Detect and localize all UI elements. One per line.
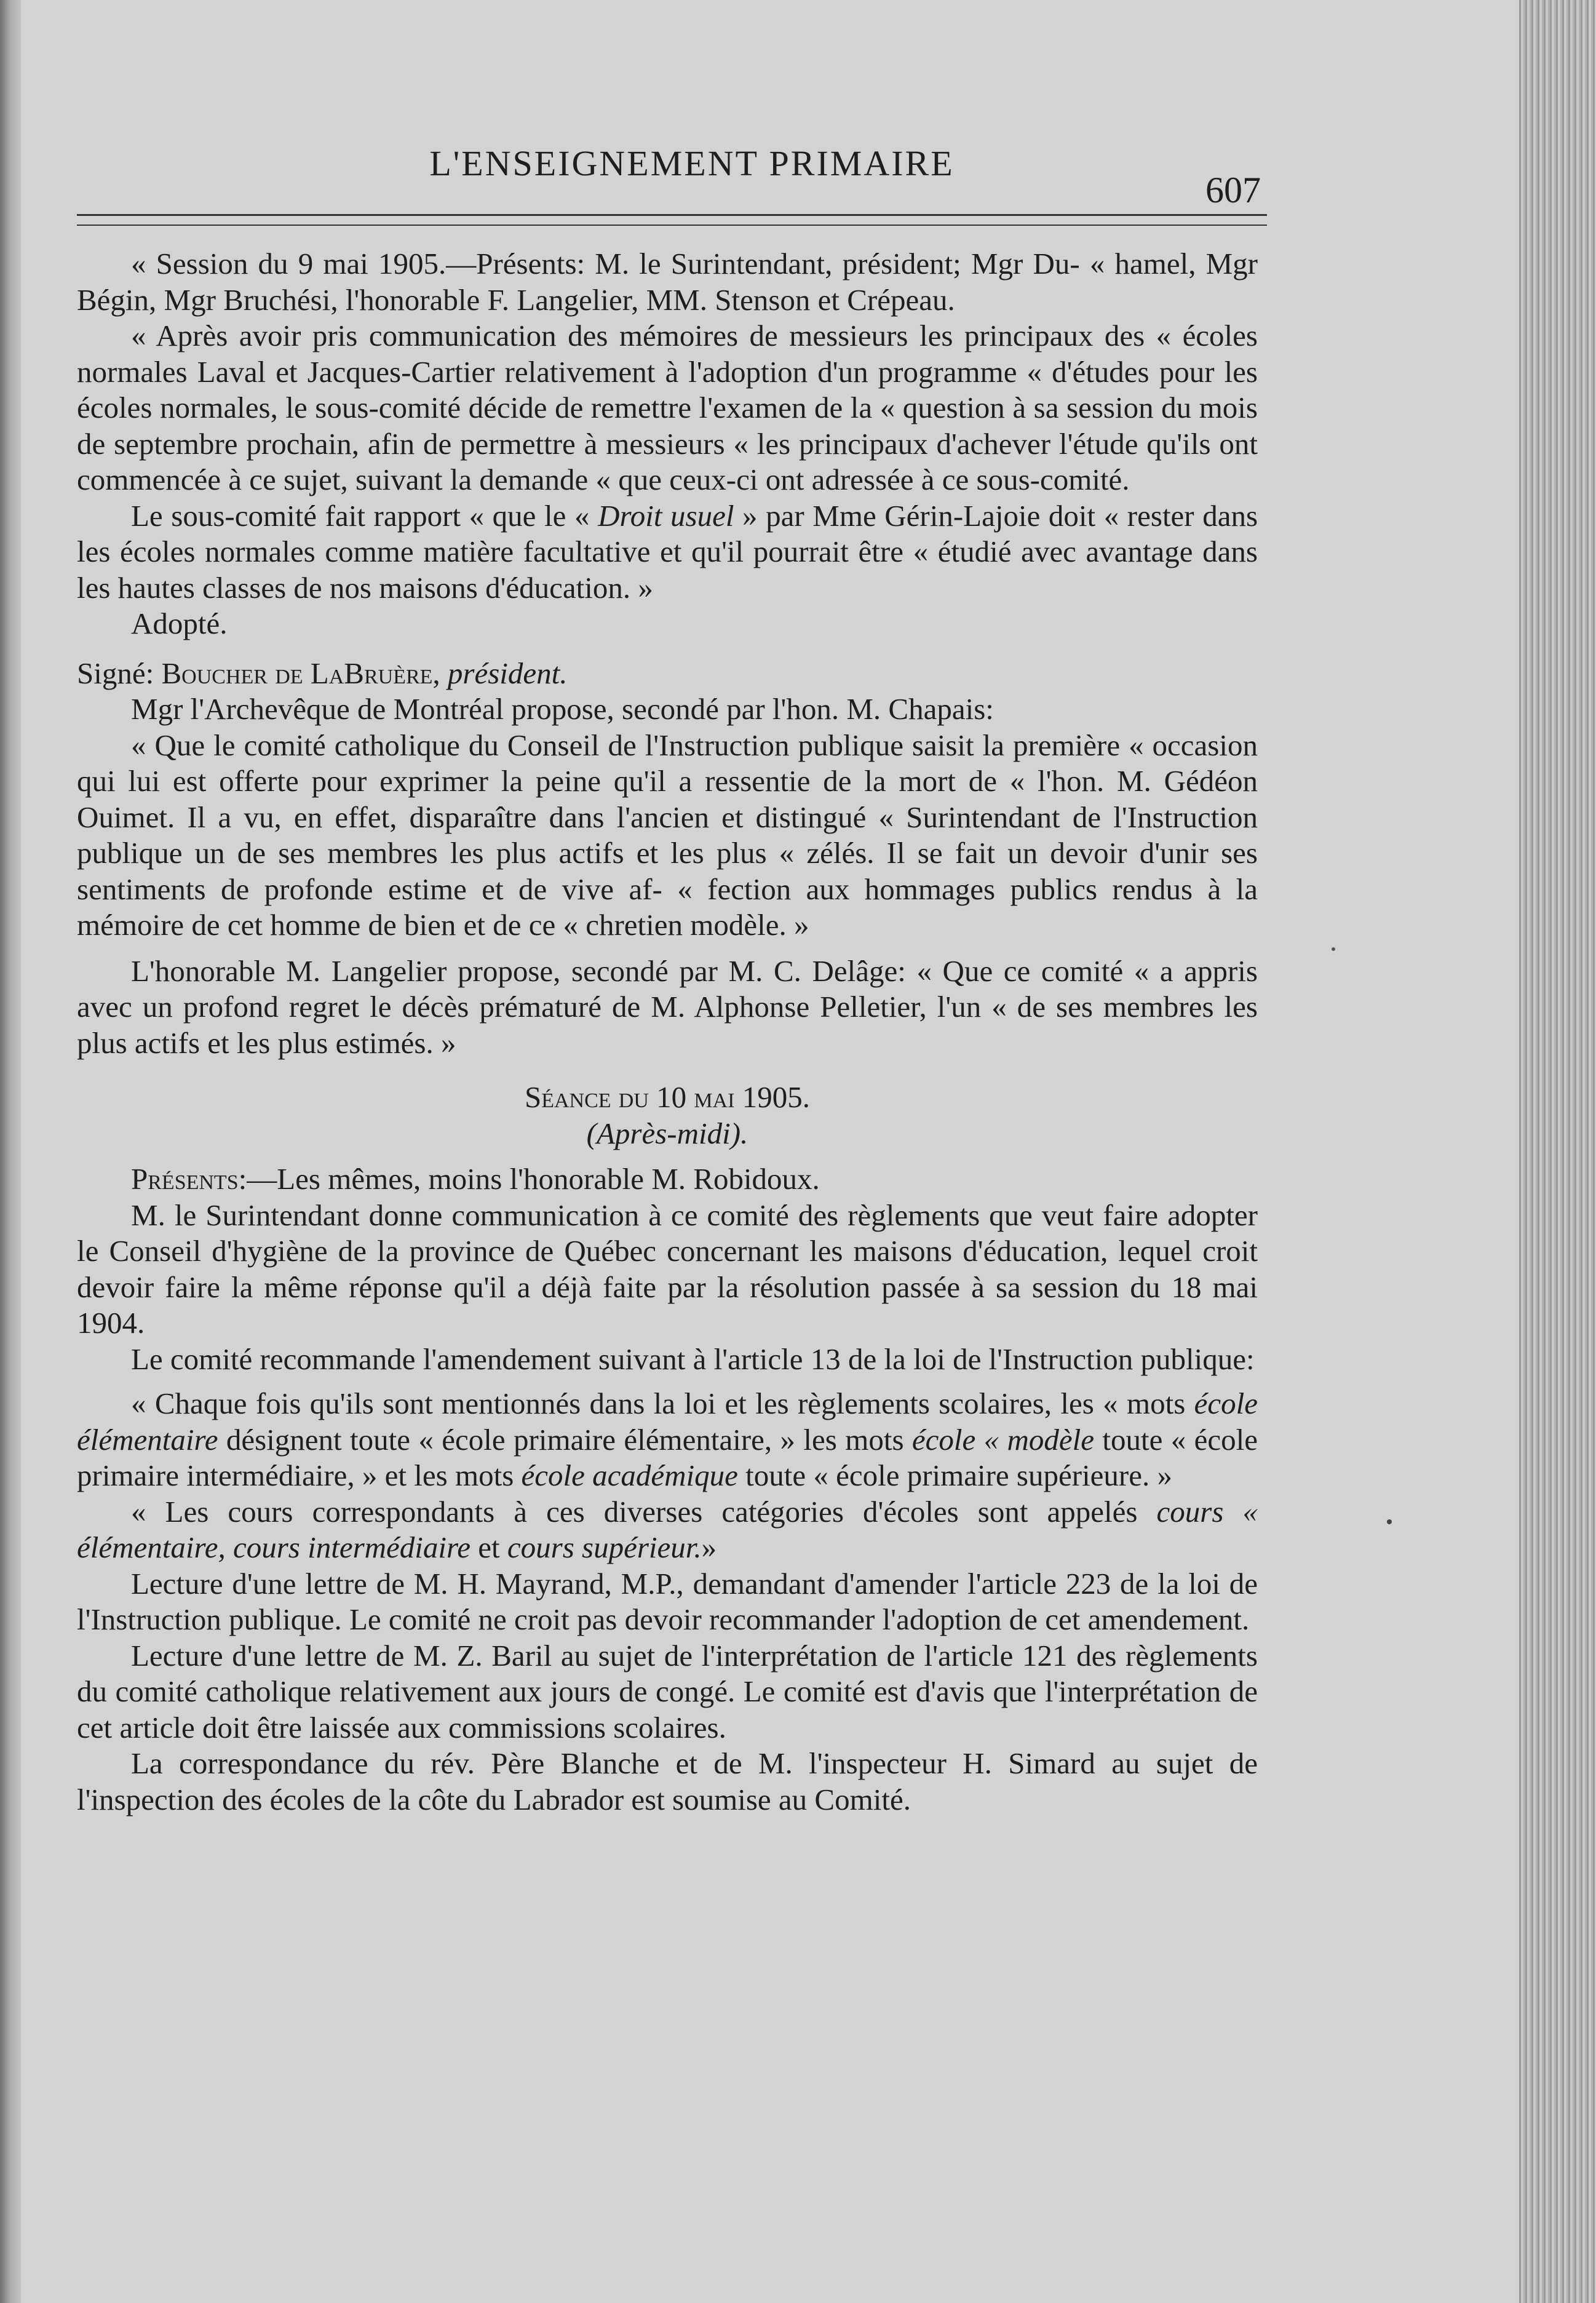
- text-run: « Chaque fois qu'ils sont mentionnés dans la loi et les règlements scolaires, les « mots: [131, 1386, 1186, 1420]
- section-subtitle: [77, 1116, 1258, 1152]
- paragraph: « Après avoir pris communication des mémoires de messieurs les principaux des « écoles normales Laval et Jacques-Cartier relativement à l'adoption d'un programme « d'études pour les écoles normales, le sous-comité décide de remettre l'examen de la « question à sa session du mois de septembre prochain, afin de permettre à messieurs « les principaux d'achever l'étude qu'ils ont commencée à ce sujet, suivant la demande « que ceux-ci ont adressée à ce sous-comité.: [77, 319, 1258, 496]
- italic-run: cours supérieur.: [507, 1530, 702, 1564]
- text-run: désignent toute « école primaire élémentaire, » les mots: [226, 1422, 904, 1457]
- stray-mark: [1387, 1519, 1392, 1524]
- body-text: [77, 246, 1258, 1818]
- paragraph: « Que le comité catholique du Conseil de l'Instruction publique saisit la première « occasion qui lui est offerte pour exprimer la peine qu'il a ressentie de la mort de « l'hon. M. Gédéon Ouimet. Il a vu, en effet, disparaître dans l'ancien et distingué « Surintendant de l'Instruction publique un de ses membres les plus actifs et les plus « zélés. Il se fait un devoir d'unir ses sentiments de profonde estime et de vive af- « fection aux hommages publics rendus à la mémoire de cet homme de bien et de ce « chretien modèle. »: [77, 728, 1258, 942]
- spacer: [77, 944, 1258, 953]
- spacer: [77, 1152, 1258, 1161]
- spacer: [77, 642, 1258, 656]
- section-subtitle-text: (Après-midi).: [586, 1116, 748, 1150]
- text-run: Le sous-comité fait rapport « que le «: [131, 498, 590, 533]
- header-rule: [77, 214, 1267, 226]
- paragraph: Lecture d'une lettre de M. H. Mayrand, M.P., demandant d'amender l'article 223 de la loi de l'Instruction publique. Le comité ne croit pas devoir recommander l'adoption de cet amendement.: [77, 1566, 1258, 1636]
- paragraph: L'honorable M. Langelier propose, secondé par M. C. Delâge: « Que ce comité « a appris avec un profond regret le décès prématuré de M. Alphonse Pelletier, l'un « de ses membres les plus actifs et les plus estimés. »: [77, 953, 1258, 1060]
- paragraph: M. le Surintendant donne communication à ce comité des règlements que veut faire adopter le Conseil d'hygiène de la province de Québec concernant les maisons d'éducation, lequel croit devoir faire la même réponse qu'il a déjà faite par la résolution passée à sa session du 18 mai 1904.: [77, 1198, 1258, 1340]
- paragraph: [77, 1161, 1258, 1198]
- italic-run: école élémentaire: [77, 1386, 1258, 1457]
- text-run: » par Mme Gérin-Lajoie doit « rester dans les écoles normales comme matière facultative et qu'il pourrait être « étudié avec avantage dans les hautes classes de nos maisons d'éducation. »: [77, 498, 1258, 605]
- paragraph: [77, 1386, 1258, 1494]
- spacer: [77, 1061, 1258, 1080]
- page-edges: [1519, 0, 1596, 2303]
- paragraph: « Session du 9 mai 1905.—Présents: M. le Surintendant, président; Mgr Du- « hamel, Mgr Bégin, Mgr Bruchési, l'honorable F. Langelier, MM. Stenson et Crépeau.: [77, 247, 1258, 317]
- section-title: Séance du 10 mai 1905.: [524, 1080, 811, 1114]
- stray-mark: [1332, 947, 1335, 951]
- paragraph: Adopté.: [131, 607, 228, 640]
- signature-name: Boucher de LaBruère,: [161, 656, 440, 690]
- text-run: »: [701, 1530, 717, 1564]
- binding-edge: [0, 0, 21, 2303]
- text-run: —Les mêmes, moins l'honorable M. Robidoux.: [247, 1162, 820, 1196]
- signature-line: [77, 656, 1258, 692]
- signature-prefix: Signé:: [77, 656, 154, 690]
- paragraph: Mgr l'Archevêque de Montréal propose, secondé par l'hon. M. Chapais:: [131, 692, 994, 726]
- italic-run: école académique: [521, 1458, 738, 1492]
- paragraph: Lecture d'une lettre de M. Z. Baril au sujet de l'interprétation de l'article 121 des règlements du comité catholique relativement aux jours de congé. Le comité est d'avis que l'interprétation de cet article doit être laissée aux commissions scolaires.: [77, 1638, 1258, 1744]
- italic-run: Droit usuel: [598, 498, 734, 533]
- page-number: 607: [1205, 170, 1261, 210]
- spacer: [77, 1377, 1258, 1386]
- text-run: et: [478, 1530, 500, 1564]
- running-head: L'ENSEIGNEMENT PRIMAIRE: [429, 143, 955, 183]
- italic-run: cours « élémentaire, cours intermédiaire: [77, 1494, 1258, 1564]
- paragraph: La correspondance du rév. Père Blanche et de M. l'inspecteur H. Simard au sujet de l'inspection des écoles de la côte du Labrador est soumise au Comité.: [77, 1746, 1258, 1816]
- text-run: « Les cours correspondants à ces diverses catégories d'écoles sont appelés: [131, 1494, 1138, 1529]
- paragraph: [77, 498, 1258, 607]
- paragraph: Le comité recommande l'amendement suivant à l'article 13 de la loi de l'Instruction publique:: [131, 1342, 1255, 1376]
- text-run: toute « école primaire intermédiaire, » et les mots: [77, 1422, 1258, 1492]
- presents-label: Présents:: [131, 1162, 247, 1196]
- italic-run: école « modèle: [911, 1422, 1095, 1457]
- paragraph: [77, 1494, 1258, 1566]
- signature-title: président.: [447, 656, 568, 690]
- text-run: toute « école primaire supérieure. »: [745, 1458, 1172, 1492]
